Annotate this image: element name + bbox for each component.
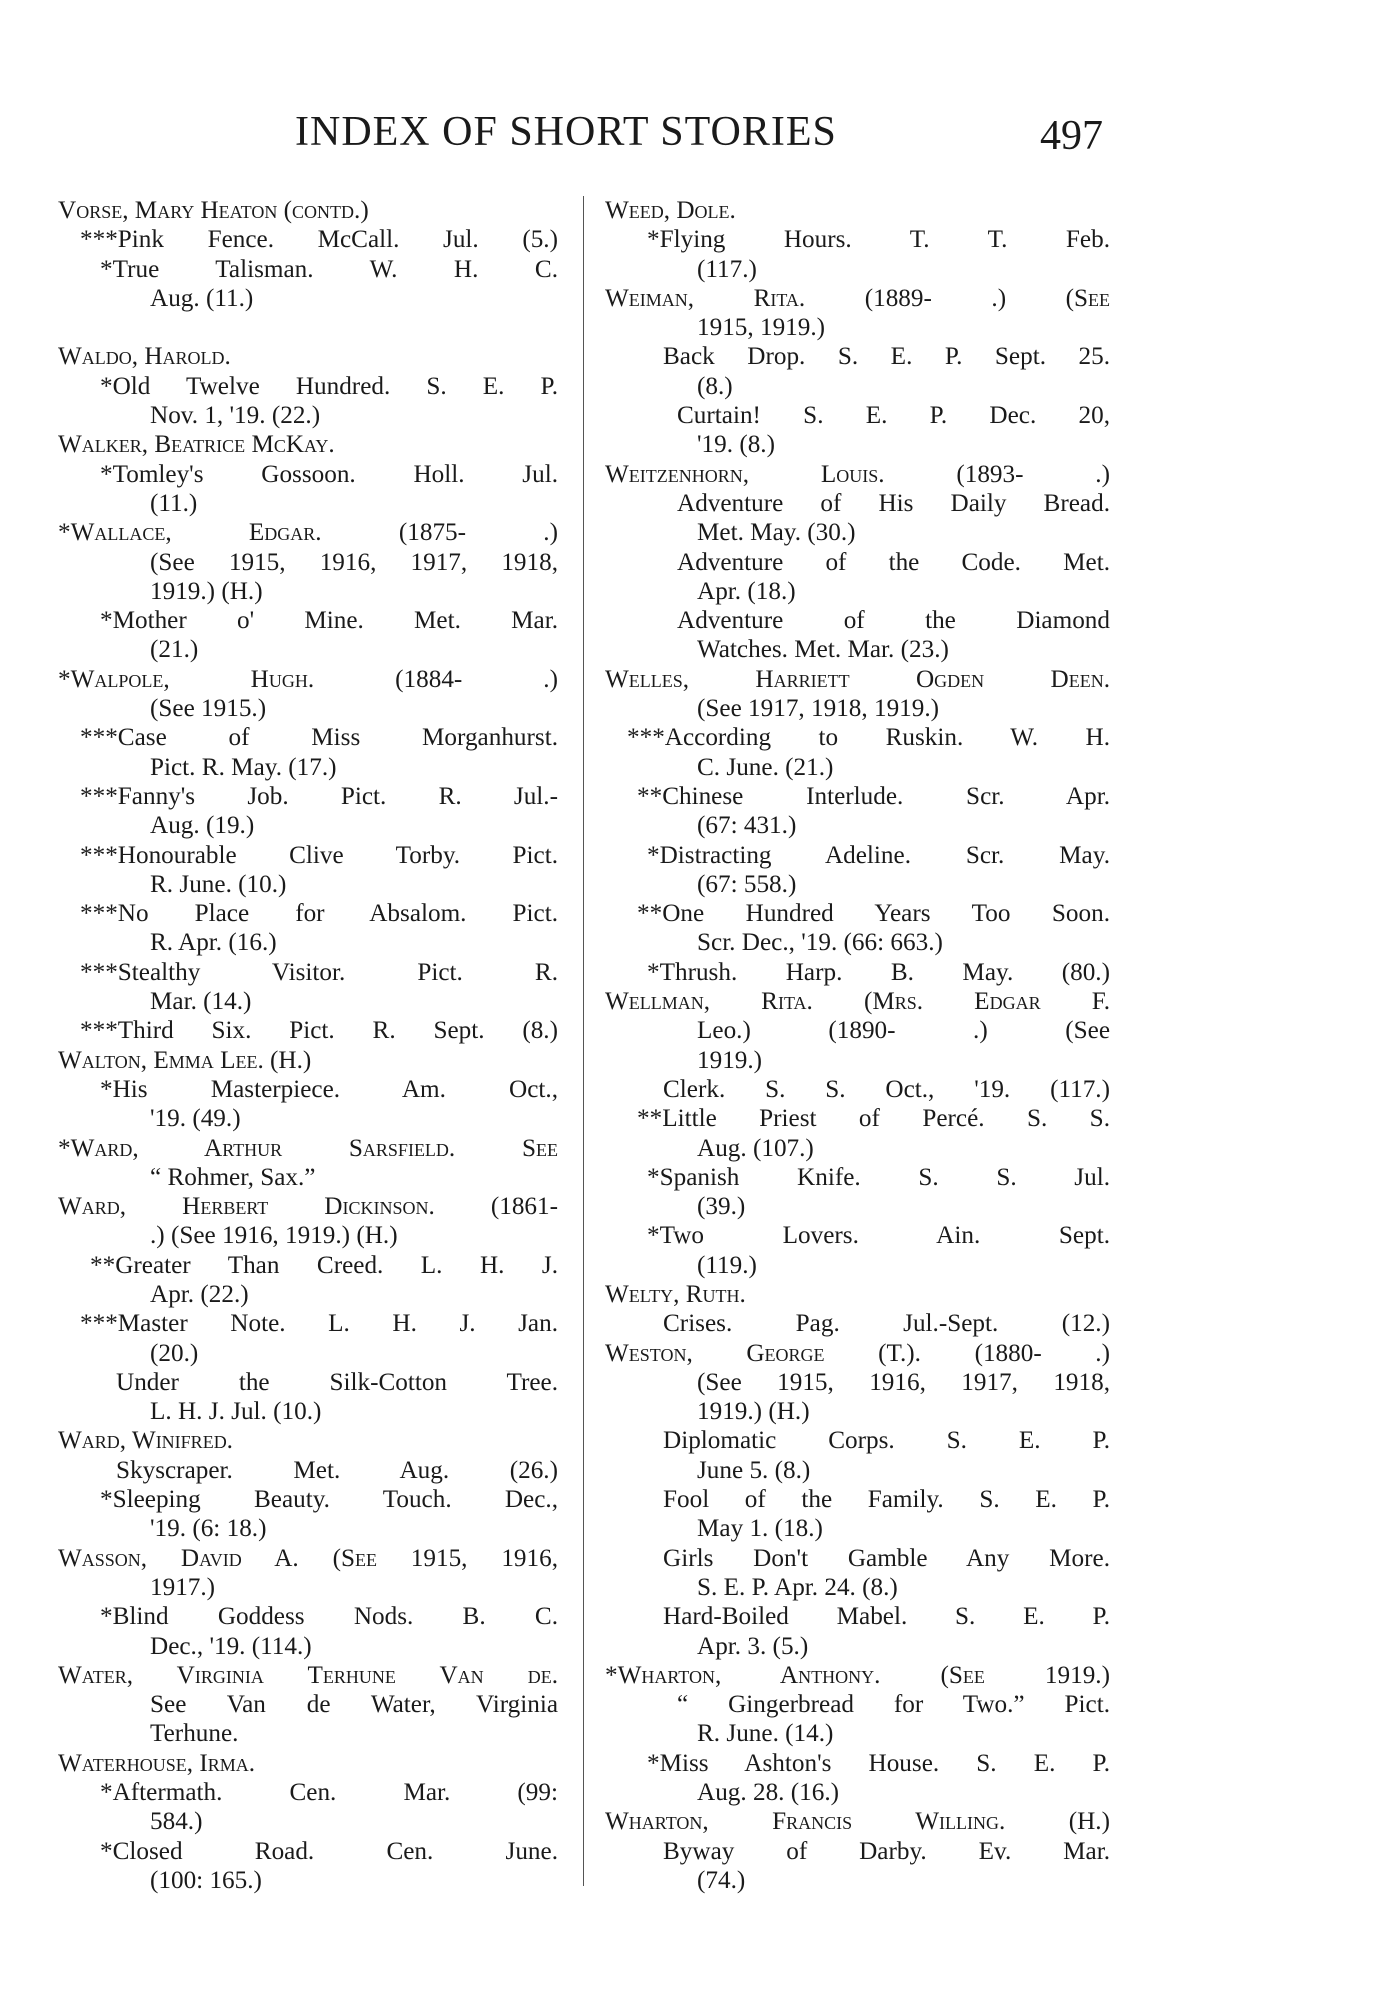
story-entry: *Mother o' Mine. Met. Mar. bbox=[100, 607, 558, 635]
story-entry: (20.) bbox=[150, 1339, 199, 1367]
author-entry: Welty, Ruth. bbox=[605, 1280, 746, 1308]
story-entry: C. June. (21.) bbox=[697, 753, 834, 781]
story-entry: Aug. (107.) bbox=[697, 1134, 814, 1162]
story-entry: *Thrush. Harp. B. May. (80.) bbox=[647, 958, 1110, 986]
author-entry: Weed, Dole. bbox=[605, 197, 736, 224]
story-entry: Apr. (18.) bbox=[697, 577, 796, 605]
story-entry: *Tomley's Gossoon. Holl. Jul. bbox=[100, 460, 558, 488]
story-entry: (74.) bbox=[697, 1866, 746, 1894]
story-entry: S. E. P. Apr. 24. (8.) bbox=[697, 1573, 898, 1601]
story-entry: (21.) bbox=[150, 636, 199, 664]
story-entry: *Closed Road. Cen. June. bbox=[100, 1837, 558, 1865]
story-entry: *Distracting Adeline. Scr. May. bbox=[647, 841, 1110, 869]
story-entry: R. June. (14.) bbox=[697, 1720, 834, 1748]
story-entry: “ Gingerbread for Two.” Pict. bbox=[677, 1691, 1110, 1719]
story-entry: R. Apr. (16.) bbox=[150, 929, 277, 957]
page-number: 497 bbox=[1040, 113, 1103, 159]
story-entry: 584.) bbox=[150, 1808, 203, 1836]
author-entry: Walton, Emma Lee. (H.) bbox=[58, 1046, 312, 1074]
author-entry: *Wharton, Anthony. (See 1919.) bbox=[605, 1661, 1110, 1689]
story-entry: Watches. Met. Mar. (23.) bbox=[697, 636, 949, 664]
story-entry: ***Master Note. L. H. J. Jan. bbox=[80, 1310, 558, 1338]
story-entry: Fool of the Family. S. E. P. bbox=[663, 1486, 1110, 1514]
author-entry: Weitzenhorn, Louis. (1893- .) bbox=[605, 460, 1110, 488]
story-entry: L. H. J. Jul. (10.) bbox=[150, 1398, 322, 1426]
page-header bbox=[0, 108, 1377, 168]
story-entry: (See 1915, 1916, 1917, 1918, bbox=[150, 548, 558, 576]
story-entry: ***Third Six. Pict. R. Sept. (8.) bbox=[80, 1017, 558, 1045]
blank-line bbox=[58, 313, 558, 342]
author-entry: *Wallace, Edgar. (1875- .) bbox=[58, 519, 558, 547]
right-column bbox=[605, 196, 1110, 1895]
story-entry: See Van de Water, Virginia bbox=[150, 1691, 558, 1719]
story-entry: May 1. (18.) bbox=[697, 1515, 823, 1543]
story-entry: *Miss Ashton's House. S. E. P. bbox=[647, 1749, 1110, 1777]
author-entry: Waterhouse, Irma. bbox=[58, 1749, 256, 1777]
story-entry: **One Hundred Years Too Soon. bbox=[637, 900, 1110, 928]
story-entry: ***Pink Fence. McCall. Jul. (5.) bbox=[80, 226, 558, 254]
story-entry: 1919.) (H.) bbox=[697, 1398, 810, 1426]
author-entry: Ward, Herbert Dickinson. (1861- bbox=[58, 1193, 558, 1221]
story-entry: (67: 558.) bbox=[697, 870, 797, 898]
author-entry: Wasson, David A. (See 1915, 1916, bbox=[58, 1544, 558, 1572]
author-entry: Welles, Harriett Ogden Deen. bbox=[605, 665, 1110, 693]
story-entry: ***Fanny's Job. Pict. R. Jul.- bbox=[80, 782, 558, 810]
author-entry: Wharton, Francis Willing. (H.) bbox=[605, 1808, 1110, 1836]
story-entry: '19. (8.) bbox=[697, 431, 775, 459]
story-entry: Hard-Boiled Mabel. S. E. P. bbox=[663, 1603, 1110, 1631]
story-entry: 1919.) (H.) bbox=[150, 577, 263, 605]
story-entry: Curtain! S. E. P. Dec. 20, bbox=[677, 402, 1110, 430]
story-entry: (39.) bbox=[697, 1193, 746, 1221]
story-entry: Girls Don't Gamble Any More. bbox=[663, 1544, 1110, 1572]
story-entry: Apr. 3. (5.) bbox=[697, 1632, 809, 1660]
author-entry: *Ward, Arthur Sarsfield. See bbox=[58, 1134, 558, 1162]
story-entry: '19. (49.) bbox=[150, 1105, 241, 1133]
story-entry: 1915, 1919.) bbox=[697, 314, 826, 342]
story-entry: (See 1917, 1918, 1919.) bbox=[697, 695, 940, 723]
story-entry: 1919.) bbox=[697, 1046, 763, 1074]
story-entry: Aug. (19.) bbox=[150, 812, 255, 840]
story-entry: Adventure of His Daily Bread. bbox=[677, 489, 1110, 517]
story-entry: *Sleeping Beauty. Touch. Dec., bbox=[100, 1486, 558, 1514]
story-entry: Met. May. (30.) bbox=[697, 519, 856, 547]
story-entry: **Chinese Interlude. Scr. Apr. bbox=[637, 782, 1110, 810]
story-entry: R. June. (10.) bbox=[150, 870, 287, 898]
author-entry: Walker, Beatrice McKay. bbox=[58, 431, 335, 459]
story-entry: (67: 431.) bbox=[697, 812, 797, 840]
story-entry: *Spanish Knife. S. S. Jul. bbox=[647, 1163, 1110, 1191]
story-entry: Nov. 1, '19. (22.) bbox=[150, 402, 321, 430]
story-entry: (See 1915.) bbox=[150, 695, 267, 723]
story-entry: ***Case of Miss Morganhurst. bbox=[80, 724, 558, 752]
story-entry: Leo.) (1890- .) (See bbox=[697, 1017, 1110, 1045]
author-entry: Vorse, Mary Heaton (contd.) bbox=[58, 197, 369, 224]
story-entry: (See 1915, 1916, 1917, 1918, bbox=[697, 1368, 1110, 1396]
story-entry: **Greater Than Creed. L. H. J. bbox=[90, 1251, 558, 1279]
author-entry: Weston, George (T.). (1880- .) bbox=[605, 1339, 1110, 1367]
story-entry: Under the Silk-Cotton Tree. bbox=[116, 1368, 558, 1396]
story-entry: **Little Priest of Percé. S. S. bbox=[637, 1105, 1110, 1133]
story-entry: (100: 165.) bbox=[150, 1866, 262, 1894]
story-entry: Adventure of the Diamond bbox=[677, 607, 1110, 635]
story-entry: Dec., '19. (114.) bbox=[150, 1632, 312, 1660]
story-entry: Scr. Dec., '19. (66: 663.) bbox=[697, 929, 943, 957]
story-entry: “ Rohmer, Sax.” bbox=[150, 1163, 316, 1191]
story-entry: (117.) bbox=[697, 255, 757, 283]
story-entry: Pict. R. May. (17.) bbox=[150, 753, 337, 781]
story-entry: *True Talisman. W. H. C. bbox=[100, 255, 558, 283]
story-entry: (119.) bbox=[697, 1251, 757, 1279]
story-entry: *His Masterpiece. Am. Oct., bbox=[100, 1075, 558, 1103]
story-entry: Diplomatic Corps. S. E. P. bbox=[663, 1427, 1110, 1455]
story-entry: Aug. 28. (16.) bbox=[697, 1779, 840, 1807]
story-entry: *Blind Goddess Nods. B. C. bbox=[100, 1603, 558, 1631]
story-entry: (11.) bbox=[150, 489, 198, 517]
page-title: INDEX OF SHORT STORIES bbox=[295, 109, 837, 155]
author-entry: Ward, Winifred. bbox=[58, 1427, 233, 1455]
column-divider bbox=[583, 196, 584, 1886]
story-entry: 1917.) bbox=[150, 1573, 216, 1601]
story-entry: '19. (6: 18.) bbox=[150, 1515, 267, 1543]
story-entry: Mar. (14.) bbox=[150, 988, 252, 1016]
story-entry: ***Stealthy Visitor. Pict. R. bbox=[80, 958, 558, 986]
story-entry: Skyscraper. Met. Aug. (26.) bbox=[116, 1456, 558, 1484]
author-entry: Water, Virginia Terhune Van de. bbox=[58, 1661, 558, 1689]
story-entry: .) (See 1916, 1919.) (H.) bbox=[150, 1222, 398, 1250]
story-entry: ***Honourable Clive Torby. Pict. bbox=[80, 841, 558, 869]
story-entry: Crises. Pag. Jul.-Sept. (12.) bbox=[663, 1310, 1110, 1338]
left-column bbox=[58, 196, 558, 1895]
story-entry: ***According to Ruskin. W. H. bbox=[627, 724, 1110, 752]
story-entry: *Two Lovers. Ain. Sept. bbox=[647, 1222, 1110, 1250]
story-entry: Back Drop. S. E. P. Sept. 25. bbox=[663, 343, 1110, 371]
story-entry: Byway of Darby. Ev. Mar. bbox=[663, 1837, 1110, 1865]
story-entry: Apr. (22.) bbox=[150, 1280, 249, 1308]
story-entry: ***No Place for Absalom. Pict. bbox=[80, 900, 558, 928]
story-entry: *Old Twelve Hundred. S. E. P. bbox=[100, 372, 558, 400]
story-entry: Clerk. S. S. Oct., '19. (117.) bbox=[663, 1075, 1110, 1103]
story-entry: *Aftermath. Cen. Mar. (99: bbox=[100, 1779, 558, 1807]
story-entry: Adventure of the Code. Met. bbox=[677, 548, 1110, 576]
author-entry: Waldo, Harold. bbox=[58, 343, 231, 371]
story-entry: *Flying Hours. T. T. Feb. bbox=[647, 226, 1110, 254]
author-entry: *Walpole, Hugh. (1884- .) bbox=[58, 665, 558, 693]
author-entry: Weiman, Rita. (1889- .) (See bbox=[605, 284, 1110, 312]
story-entry: Aug. (11.) bbox=[150, 284, 254, 312]
story-entry: (8.) bbox=[697, 372, 733, 400]
story-entry: Terhune. bbox=[150, 1720, 239, 1748]
story-entry: June 5. (8.) bbox=[697, 1456, 811, 1484]
author-entry: Wellman, Rita. (Mrs. Edgar F. bbox=[605, 988, 1110, 1016]
